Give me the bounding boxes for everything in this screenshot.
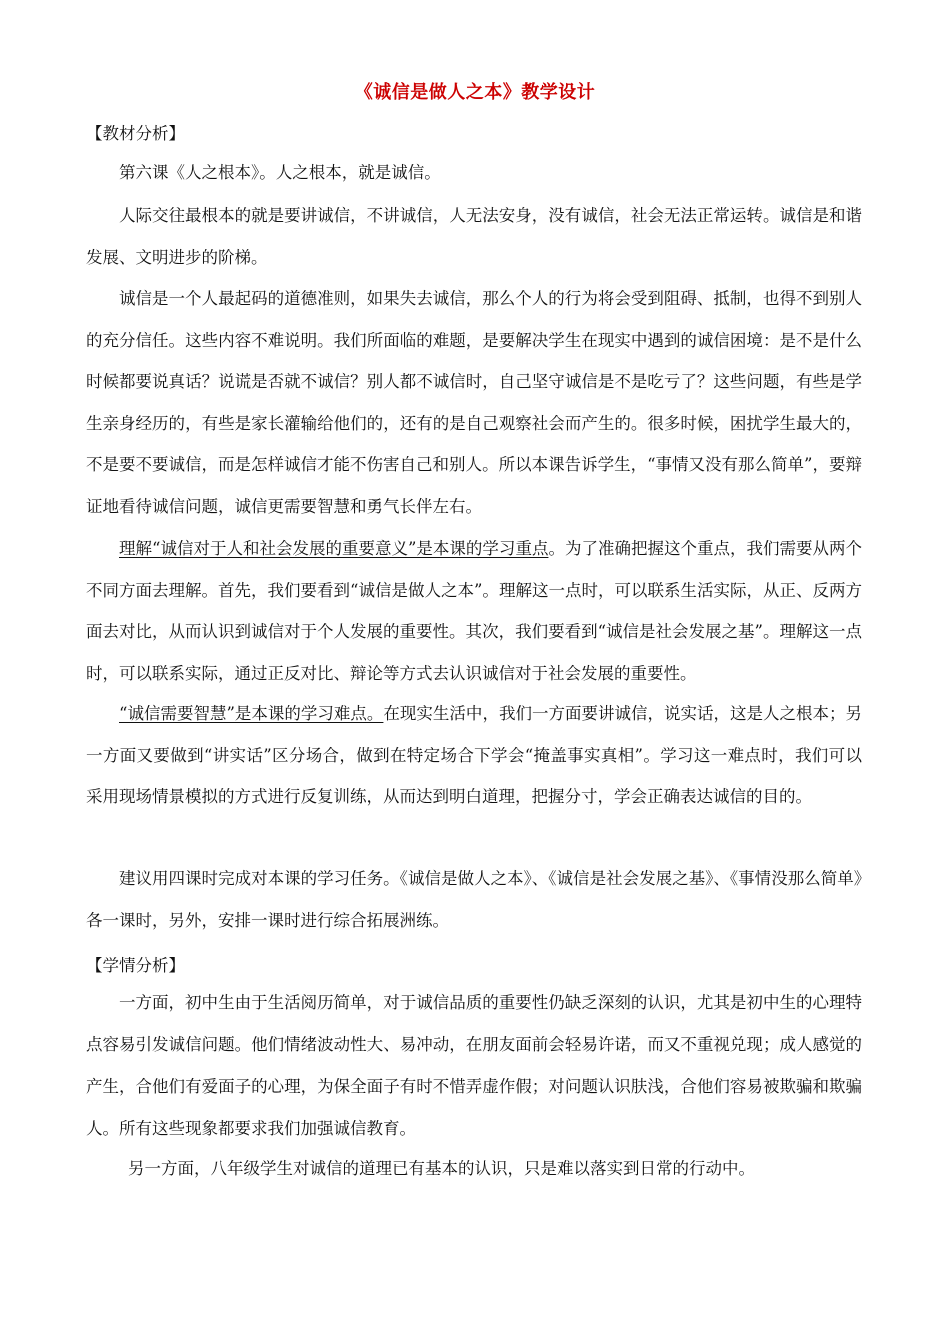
paragraph: 建议用四课时完成对本课的学习任务。《诚信是做人之本》、《诚信是社会发展之基》、《事情没那么简单》各一课时，另外，安排一课时进行综合拓展洲练。 (86, 869, 862, 930)
section-heading-learner-analysis: 【学情分析】 (86, 956, 185, 975)
paragraph-difficulty (86, 693, 862, 818)
paragraph: 一方面，初中生由于生活阅历简单，对于诚信品质的重要性仍缺乏深刻的认识，尤其是初中生的心理特点容易引发诚信问题。他们情绪波动性大、易冲动，在朋友面前会轻易许诺，而又不重视兑现；成人感觉的产生，合他们有爱面子的心理，为保全面子有时不惜弄虚作假；对问题认识肤浅，合他们容易被欺骗和欺骗人。所有这些现象都要求我们加强诚信教育。 (86, 993, 862, 1138)
paragraph: 另一方面，八年级学生对诚信的道理已有基本的认识，只是难以落实到日常的行动中。 (128, 1159, 755, 1178)
paragraph: 诚信是一个人最起码的道德准则，如果失去诚信，那么个人的行为将会受到阻碍、抵制，也得不到别人的充分信任。这些内容不难说明。我们所面临的难题，是要解决学生在现实中遇到的诚信困境：是不是什么时候都要说真话？说谎是否就不诚信？别人都不诚信时，自己坚守诚信是不是吃亏了？这些问题，有些是学生亲身经历的，有些是家长灌输给他们的，还有的是自己观察社会而产生的。很多时候，困扰学生最大的，不是要不要诚信，而是怎样诚信才能不伤害自己和别人。所以本课告诉学生，“事情又没有那么简单”，要辩证地看待诚信问题，诚信更需要智慧和勇气长伴左右。 (86, 289, 862, 516)
document-title: 《诚信是做人之本》教学设计 (354, 82, 596, 103)
difficulty-underlined-text: “诚信需要智慧”是本课的学习难点。 (119, 704, 384, 723)
difficulty-text: 在现实生活中，我们一方面要讲诚信，说实话，这是人之根本；另一方面又要做到“讲实话”区分场合，做到在特定场合下学会“掩盖事实真相”。学习这一难点时，我们可以采用现场情景模拟的方式进行反复训练，从而达到明白道理，把握分寸，学会正确表达诚信的目的。 (86, 704, 862, 806)
paragraph-key-point (86, 528, 862, 694)
paragraph: 人际交往最根本的就是要讲诚信，不讲诚信，人无法安身，没有诚信，社会无法正常运转。诚信是和谐发展、文明进步的阶梯。 (86, 206, 862, 267)
paragraph: 第六课《人之根本》。人之根本，就是诚信。 (119, 163, 441, 182)
section-heading-textbook-analysis: 【教材分析】 (86, 124, 185, 143)
key-point-text: 。为了准确把握这个重点，我们需要从两个不同方面去理解。首先，我们要看到“诚信是做人之本”。理解这一点时，可以联系生活实际，从正、反两方面去对比，从而认识到诚信对于个人发展的重要性。其次，我们要看到“诚信是社会发展之基”。理解这一点时，可以联系实际，通过正反对比、辩论等方式去认识诚信对于社会发展的重要性。 (86, 539, 863, 683)
key-point-underlined-text: 理解“诚信对于人和社会发展的重要意义”是本课的学习重点 (119, 539, 549, 558)
